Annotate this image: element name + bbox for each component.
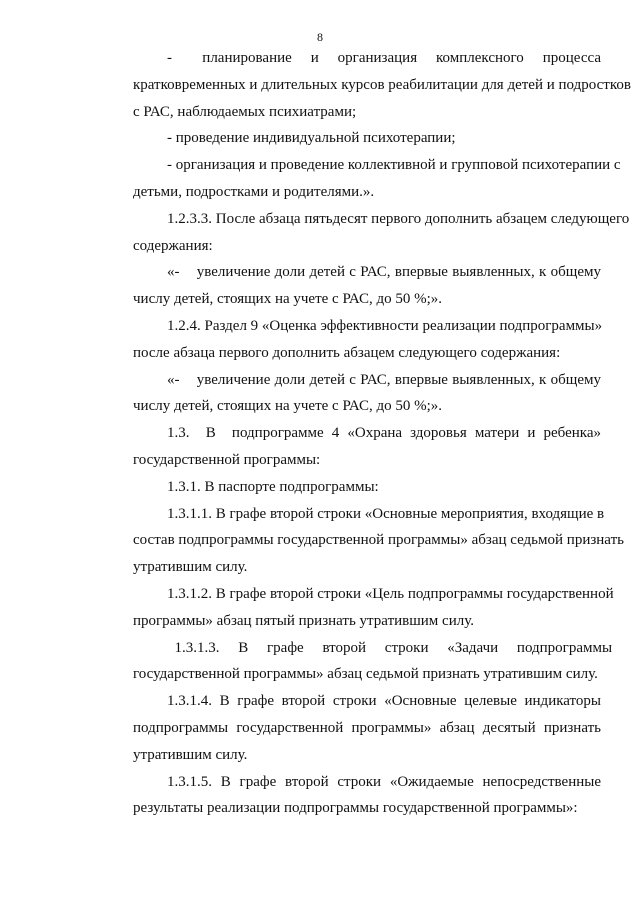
paragraph bbox=[99, 688, 601, 768]
text-line: 1.3.1.1. В графе второй строки «Основные мероприятия, входящие в bbox=[167, 505, 605, 522]
paragraph bbox=[99, 152, 621, 206]
text-line: 1.3.1.4. В графе второй строки «Основные целевые индикаторы bbox=[167, 693, 601, 710]
text-line: 1.2.4. Раздел 9 «Оценка эффективности реализации подпрограммы» bbox=[167, 317, 603, 334]
text-line: 1.3.1.5. В графе второй строки «Ожидаемые непосредственные bbox=[167, 773, 601, 790]
text-line: утратившим силу. bbox=[133, 746, 248, 763]
text-line: числу детей, стоящих на учете с РАС, до 50 %;». bbox=[133, 398, 443, 415]
text-line: «- увеличение доли детей с РАС, впервые выявленных, к общему bbox=[167, 371, 601, 388]
paragraph bbox=[99, 420, 601, 474]
paragraph bbox=[99, 125, 601, 152]
paragraph bbox=[99, 474, 601, 501]
page-number: 8 bbox=[317, 30, 323, 44]
text-line: государственной программы» абзац седьмой признать утратившим силу. bbox=[133, 666, 598, 683]
text-line: после абзаца первого дополнить абзацем следующего содержания: bbox=[133, 344, 561, 361]
paragraph bbox=[99, 501, 624, 581]
text-line: - планирование и организация комплексного процесса bbox=[167, 50, 601, 66]
paragraph bbox=[99, 769, 601, 823]
paragraph bbox=[99, 581, 614, 635]
text-line: кратковременных и длительных курсов реабилитации для детей и подростков bbox=[133, 76, 631, 93]
text-line: программы» абзац пятый признать утратившим силу. bbox=[133, 612, 474, 629]
text-line: с РАС, наблюдаемых психиатрами; bbox=[133, 103, 357, 120]
text-line: содержания: bbox=[133, 237, 213, 254]
text-line: 1.3.1. В паспорте подпрограммы: bbox=[167, 478, 379, 495]
text-line: 1.2.3.3. После абзаца пятьдесят первого дополнить абзацем следующего bbox=[167, 210, 630, 227]
text-line: - организация и проведение коллективной и групповой психотерапии с bbox=[167, 157, 621, 174]
text-line: 1.3.1.2. В графе второй строки «Цель подпрограммы государственной bbox=[167, 585, 614, 602]
text-line: - проведение индивидуальной психотерапии; bbox=[167, 130, 456, 147]
paragraph bbox=[99, 313, 601, 367]
paragraph bbox=[99, 259, 601, 313]
paragraph bbox=[99, 206, 630, 260]
paragraph bbox=[99, 45, 631, 125]
document-body bbox=[99, 45, 631, 822]
text-line: подпрограммы государственной программы» абзац десятый признать bbox=[133, 719, 601, 736]
text-line: детьми, подростками и родителями.». bbox=[133, 183, 375, 200]
text-line: состав подпрограммы государственной программы» абзац седьмой признать bbox=[133, 532, 624, 549]
text-line: числу детей, стоящих на учете с РАС, до 50 %;». bbox=[133, 291, 443, 308]
text-line: 1.3.1.3. В графе второй строки «Задачи подпрограммы bbox=[167, 639, 613, 656]
paragraph bbox=[99, 367, 601, 421]
paragraph bbox=[99, 635, 613, 689]
text-line: 1.3. В подпрограмме 4 «Охрана здоровья матери и ребенка» bbox=[167, 425, 601, 442]
text-line: государственной программы: bbox=[133, 451, 321, 468]
text-line: утратившим силу. bbox=[133, 559, 248, 576]
text-line: результаты реализации подпрограммы государственной программы»: bbox=[133, 800, 578, 817]
text-line: «- увеличение доли детей с РАС, впервые выявленных, к общему bbox=[167, 264, 601, 281]
